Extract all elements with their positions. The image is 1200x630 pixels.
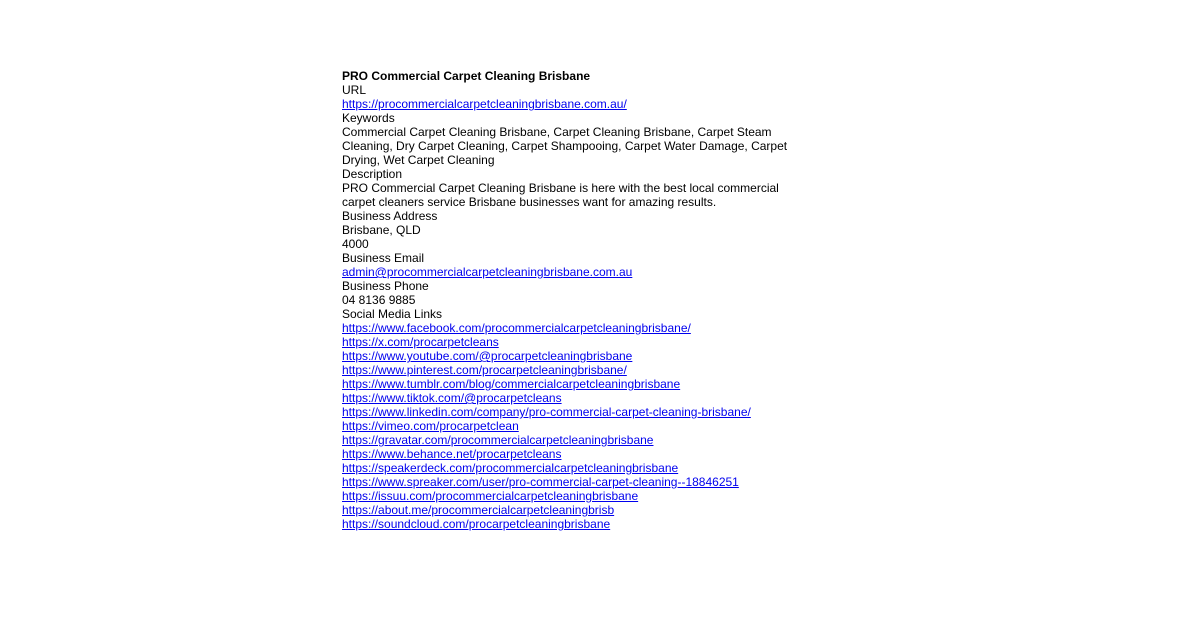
behance-link[interactable]: https://www.behance.net/procarpetcleans — [342, 447, 562, 461]
speakerdeck-link[interactable]: https://speakerdeck.com/procommercialcarpetcleaningbrisbane — [342, 461, 679, 475]
description-label: Description — [342, 167, 403, 181]
social-link-item — [342, 489, 797, 503]
social-link-item — [342, 517, 797, 531]
tiktok-link[interactable]: https://www.tiktok.com/@procarpetcleans — [342, 391, 562, 405]
x-link[interactable]: https://x.com/procarpetcleans — [342, 335, 499, 349]
spreaker-link[interactable]: https://www.spreaker.com/user/pro-commercial-carpet-cleaning--18846251 — [342, 475, 739, 489]
gravatar-link[interactable]: https://gravatar.com/procommercialcarpetcleaningbrisbane — [342, 433, 654, 447]
email-link[interactable]: admin@procommercialcarpetcleaningbrisbane.com.au — [342, 265, 633, 279]
address-postcode: 4000 — [342, 237, 369, 251]
keywords-text: Commercial Carpet Cleaning Brisbane, Carpet Cleaning Brisbane, Carpet Steam Cleaning, Dry Carpet Cleaning, Carpet Shampooing, Carpet Water Damage, Carpet Drying, Wet Carpet Cleaning — [342, 125, 788, 167]
social-links-label: Social Media Links — [342, 307, 443, 321]
business-listing — [342, 69, 797, 531]
social-link-item — [342, 377, 797, 391]
social-link-item — [342, 461, 797, 475]
keywords-label: Keywords — [342, 111, 395, 125]
social-link-item — [342, 503, 797, 517]
youtube-link[interactable]: https://www.youtube.com/@procarpetcleaningbrisbane — [342, 349, 633, 363]
aboutme-link[interactable]: https://about.me/procommercialcarpetcleaningbrisb — [342, 503, 615, 517]
social-link-item — [342, 419, 797, 433]
social-links-list — [342, 321, 797, 531]
address-label: Business Address — [342, 209, 438, 223]
social-link-item — [342, 475, 797, 489]
linkedin-link[interactable]: https://www.linkedin.com/company/pro-commercial-carpet-cleaning-brisbane/ — [342, 405, 751, 419]
social-link-item — [342, 335, 797, 349]
phone-label: Business Phone — [342, 279, 429, 293]
social-link-item — [342, 349, 797, 363]
business-name: PRO Commercial Carpet Cleaning Brisbane — [342, 69, 591, 83]
social-link-item — [342, 405, 797, 419]
tumblr-link[interactable]: https://www.tumblr.com/blog/commercialcarpetcleaningbrisbane — [342, 377, 681, 391]
soundcloud-link[interactable]: https://soundcloud.com/procarpetcleaningbrisbane — [342, 517, 611, 531]
address-city: Brisbane, QLD — [342, 223, 421, 237]
phone-number: 04 8136 9885 — [342, 293, 416, 307]
pinterest-link[interactable]: https://www.pinterest.com/procarpetcleaningbrisbane/ — [342, 363, 627, 377]
social-link-item — [342, 321, 797, 335]
url-label: URL — [342, 83, 367, 97]
social-link-item — [342, 363, 797, 377]
social-link-item — [342, 447, 797, 461]
description-text: PRO Commercial Carpet Cleaning Brisbane is here with the best local commercial carpet cleaners service Brisbane businesses want for amazing results. — [342, 181, 779, 209]
social-link-item — [342, 433, 797, 447]
vimeo-link[interactable]: https://vimeo.com/procarpetclean — [342, 419, 519, 433]
issuu-link[interactable]: https://issuu.com/procommercialcarpetcleaningbrisbane — [342, 489, 639, 503]
facebook-link[interactable]: https://www.facebook.com/procommercialcarpetcleaningbrisbane/ — [342, 321, 691, 335]
email-label: Business Email — [342, 251, 425, 265]
website-link[interactable]: https://procommercialcarpetcleaningbrisbane.com.au/ — [342, 97, 627, 111]
social-link-item — [342, 391, 797, 405]
